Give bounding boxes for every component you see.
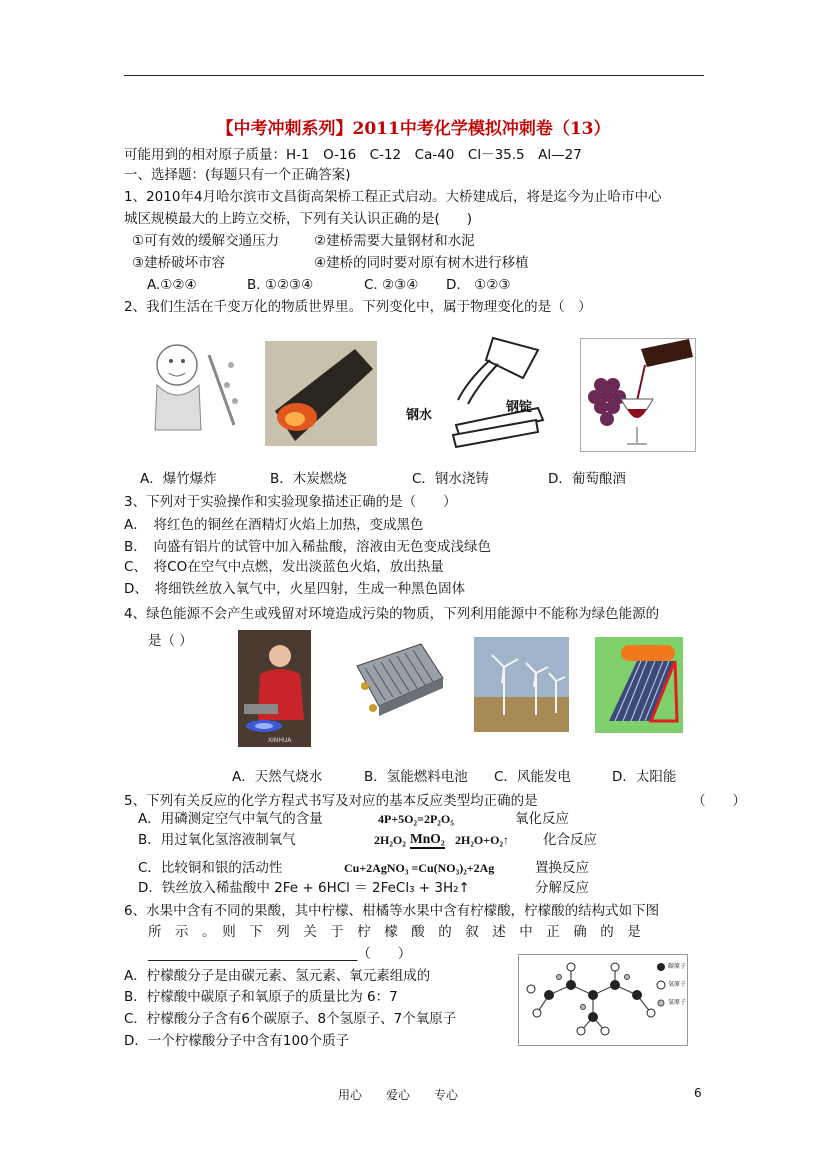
q6-option-c: C．柠檬酸分子含有6个碳原子、8个氢原子、7个氧原子 — [124, 1011, 457, 1027]
page-number: 6 — [694, 1086, 702, 1100]
q5-option-d-type: 分解反应 — [535, 880, 589, 896]
q5-option-a-equation: 4P+5O₂=2P₂O₅ — [378, 812, 454, 826]
q4-option-c: C．风能发电 — [494, 769, 571, 785]
q4-option-b: B．氢能燃料电池 — [364, 769, 468, 785]
q3-option-d: D、 将细铁丝放入氧气中，火星四射，生成一种黑色固体 — [124, 581, 466, 597]
q5-stem: 5、下列有关反应的化学方程式书写及对应的基本反应类型均正确的是 — [124, 793, 538, 809]
q5-option-c-desc: C．比较铜和银的活动性 — [138, 860, 283, 876]
q2-option-d: D．葡萄酿酒 — [548, 471, 626, 487]
q1-option-b: B. ①②③④ — [247, 277, 314, 293]
q3-stem: 3、下列对于实验操作和实验现象描述正确的是（ ） — [124, 494, 457, 510]
q5-option-a-desc: A．用磷测定空气中氧气的含量 — [138, 811, 323, 827]
q5-option-b-desc: B．用过氧化氢溶液制氧气 — [138, 832, 296, 848]
q4-option-d: D．太阳能 — [612, 769, 677, 785]
q1-statement-3: ③建桥破坏市容 — [132, 255, 226, 271]
wine-making-image — [580, 338, 696, 452]
q5-option-a-type: 氧化反应 — [515, 811, 569, 827]
q2-option-a: A．爆竹爆炸 — [140, 471, 217, 487]
wind-power-image — [474, 637, 569, 732]
xinhua-watermark: XINHUA — [268, 737, 292, 744]
q6-stem-line1: 6、水果中含有不同的果酸，其中柠檬、柑橘等水果中含有柠檬酸，柠檬酸的结构式如下图 — [124, 903, 660, 919]
q5-option-b-type: 化合反应 — [543, 832, 597, 848]
q1-statement-2: ②建桥需要大量钢材和水泥 — [314, 233, 475, 249]
q4-option-a: A．天然气烧水 — [232, 769, 323, 785]
q6-option-d: D．一个柠檬酸分子中含有100个质子 — [124, 1033, 350, 1049]
legend-hydrogen: 氢原子 — [668, 999, 687, 1006]
q2-option-b: B．木炭燃烧 — [270, 471, 347, 487]
firecracker-image — [138, 334, 246, 446]
q5-option-d-desc: D．铁丝放入稀盐酸中 2Fe + 6HCl ＝ 2FeCl₃ + 3H₂↑ — [138, 880, 470, 896]
q3-option-a: A． 将红色的铜丝在酒精灯火焰上加热，变成黑色 — [124, 517, 424, 533]
molten-steel-label: 钢水 — [406, 408, 433, 423]
q5-option-b-reactant: 2H₂O₂ — [374, 833, 406, 847]
footer-motto: 用心 爱心 专心 — [338, 1088, 459, 1102]
q1-option-a: A.①②④ — [147, 277, 197, 293]
q1-stem-line1: 1、2010年4月哈尔滨市文昌街高架桥工程正式启动。大桥建成后，将是迄今为止哈市中心 — [124, 189, 662, 205]
q1-statement-1: ①可有效的缓解交通压力 — [132, 233, 280, 249]
q2-option-c: C．钢水浇铸 — [412, 471, 489, 487]
q5-option-c-equation: Cu+2AgNO₃ =Cu(NO₃)₂+2Ag — [344, 861, 495, 875]
q5-option-c-type: 置换反应 — [535, 860, 589, 876]
charcoal-burning-image — [265, 341, 377, 446]
steel-casting-image — [398, 330, 548, 450]
fuel-cell-image — [351, 636, 447, 724]
q5-option-b-products: 2H₂O+O₂↑ — [455, 833, 510, 847]
q1-option-c: C. ②③④ — [364, 277, 419, 293]
citric-acid-structure-image — [518, 954, 688, 1046]
q1-statement-4: ④建桥的同时要对原有树木进行移植 — [314, 255, 529, 271]
gas-stove-image — [238, 630, 311, 747]
q6-stem-line2: 所 示 。 则 下 列 关 于 柠 檬 酸 的 叙 述 中 正 确 的 是 — [148, 924, 641, 940]
steel-ingot-label: 钢锭 — [506, 400, 533, 415]
q6-stem-line3: _______________________________（ ） — [148, 946, 412, 962]
q1-stem-line2: 城区规模最大的上跨立交桥，下列有关认识正确的是( ) — [124, 211, 473, 227]
legend-carbon: 碳原子 — [668, 963, 687, 970]
q6-option-b: B．柠檬酸中碳原子和氧原子的质量比为 6：7 — [124, 989, 398, 1005]
q5-answer-paren: （ ） — [692, 793, 746, 809]
legend-oxygen: 氧原子 — [668, 981, 687, 988]
q3-option-b: B． 向盛有铝片的试管中加入稀盐酸，溶液由无色变成浅绿色 — [124, 539, 492, 555]
q4-stem-line1: 4、绿色能源不会产生或残留对环境造成污染的物质，下列利用能源中不能称为绿色能源的 — [124, 606, 660, 622]
q3-option-c: C、 将CO在空气中点燃，发出淡蓝色火焰，放出热量 — [124, 559, 444, 575]
q5-option-b-catalyst: MnO₂ — [410, 831, 445, 849]
top-rule — [124, 75, 704, 76]
solar-heater-image — [595, 637, 683, 733]
q1-option-d: D. ①②③ — [446, 277, 511, 293]
section-heading: 一、选择题：(每题只有一个正确答案) — [124, 167, 351, 183]
atomic-masses: 可能用到的相对原子质量：H-1 O-16 C-12 Ca-40 Cl－35.5 Al—27 — [124, 147, 582, 163]
q2-stem: 2、我们生活在千变万化的物质世界里。下列变化中，属于物理变化的是（ ） — [124, 299, 592, 315]
page-title: 【中考冲刺系列】2011中考化学模拟冲刺卷（13） — [216, 119, 611, 139]
q6-option-a: A．柠檬酸分子是由碳元素、氢元素、氧元素组成的 — [124, 968, 431, 984]
q4-stem-line2: 是（ ） — [148, 633, 193, 649]
